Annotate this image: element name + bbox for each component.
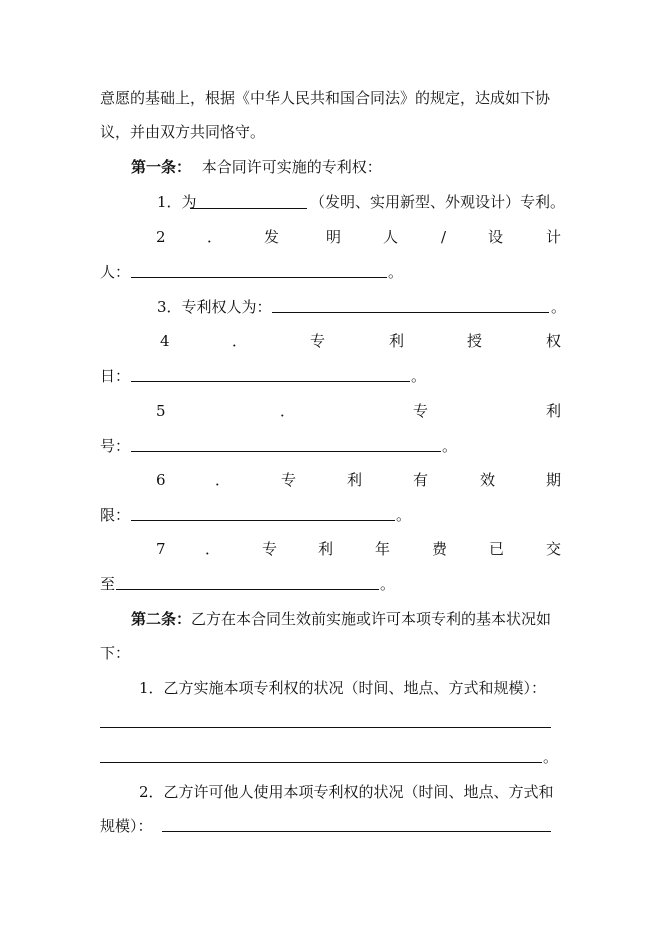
item-5-char: 专 bbox=[413, 402, 429, 420]
item-4-char: ． bbox=[232, 332, 248, 350]
own-use-blank-1[interactable] bbox=[100, 727, 551, 728]
item-6-char: 专 bbox=[281, 471, 297, 489]
item-7-char: 费 bbox=[432, 540, 448, 558]
item-6-char: 效 bbox=[480, 471, 496, 489]
item-7-char: 专 bbox=[262, 540, 278, 558]
item-2-char: 2 bbox=[156, 228, 166, 246]
item-7-end: 。 bbox=[380, 575, 396, 593]
item-6-char: 6 bbox=[156, 471, 166, 489]
item-5-char: ． bbox=[280, 402, 296, 420]
article-2-item-2-line-1: 2．乙方许可他人使用本项专利权的状况（时间、地点、方式和 bbox=[139, 783, 554, 801]
item-7-char: 利 bbox=[318, 540, 334, 558]
article-2-heading: 第二条： bbox=[131, 610, 192, 628]
inventor-blank[interactable] bbox=[131, 277, 387, 278]
item-5-char: 5 bbox=[156, 402, 166, 420]
item-6-wrap: 限： bbox=[100, 506, 131, 524]
article-2-item-1-end: 。 bbox=[543, 748, 559, 766]
article-1-title: 本合同许可实施的专利权： bbox=[201, 158, 382, 176]
item-6-char: 利 bbox=[347, 471, 363, 489]
item-4-char: 权 bbox=[546, 332, 562, 350]
article-1-heading-line bbox=[131, 157, 382, 177]
item-2-wrap: 人： bbox=[100, 263, 131, 281]
item-2-char: / bbox=[441, 228, 447, 246]
item-7-char: ． bbox=[205, 540, 221, 558]
item-4-end: 。 bbox=[411, 367, 427, 385]
item-5-char: 利 bbox=[546, 402, 562, 420]
item-6-char: ． bbox=[215, 471, 231, 489]
item-7-wrap: 至 bbox=[100, 575, 116, 593]
item-2-end: 。 bbox=[388, 263, 404, 281]
item-7-char: 交 bbox=[546, 540, 562, 558]
item-4-char: 专 bbox=[310, 332, 326, 350]
item-3-label: 3．专利权人为： bbox=[157, 298, 272, 316]
item-7-char: 已 bbox=[489, 540, 505, 558]
own-use-blank-2[interactable] bbox=[100, 762, 542, 763]
item-4-char: 利 bbox=[389, 332, 405, 350]
item-2-char: ． bbox=[207, 228, 223, 246]
item-5-wrap: 号： bbox=[100, 437, 131, 455]
article-2-text: 乙方在本合同生效前实施或许可本项专利的基本状况如 bbox=[191, 610, 552, 628]
item-6-end: 。 bbox=[396, 506, 412, 524]
item-7-char: 年 bbox=[375, 540, 391, 558]
grant-date-blank[interactable] bbox=[131, 381, 410, 382]
validity-period-blank[interactable] bbox=[131, 520, 395, 521]
item-2-char: 人 bbox=[383, 228, 399, 246]
item-2-char: 计 bbox=[546, 228, 562, 246]
item-4-char: 授 bbox=[467, 332, 483, 350]
article-1-heading: 第一条： bbox=[131, 158, 192, 176]
item-3-end: 。 bbox=[551, 298, 567, 316]
patent-type-blank[interactable] bbox=[190, 208, 307, 209]
article-2-item-2-line-2: 规模）： bbox=[100, 817, 153, 835]
article-2-line-2: 下： bbox=[100, 644, 131, 662]
patentee-blank[interactable] bbox=[272, 312, 549, 313]
item-7-char: 7 bbox=[156, 540, 166, 558]
patent-number-blank[interactable] bbox=[131, 451, 441, 452]
annual-fee-blank[interactable] bbox=[116, 589, 379, 590]
item-1-number: 1．为 bbox=[157, 193, 197, 211]
article-2-item-1: 1．乙方实施本项专利权的状况（时间、地点、方式和规模）： bbox=[139, 679, 547, 697]
item-4-char: 4 bbox=[160, 332, 170, 350]
item-6-char: 期 bbox=[546, 471, 562, 489]
item-4-wrap: 日： bbox=[100, 367, 131, 385]
item-6-char: 有 bbox=[413, 471, 429, 489]
item-2-char: 明 bbox=[326, 228, 342, 246]
intro-line-2: 议，并由双方共同恪守。 bbox=[100, 123, 266, 141]
item-2-char: 发 bbox=[264, 228, 280, 246]
item-2-char: 设 bbox=[488, 228, 504, 246]
item-1-tail: （发明、实用新型、外观设计）专利。 bbox=[310, 193, 566, 211]
intro-line-1: 意愿的基础上，根据《中华人民共和国合同法》的规定，达成如下协 bbox=[100, 89, 551, 107]
item-5-end: 。 bbox=[442, 437, 458, 455]
licensing-blank[interactable] bbox=[162, 831, 551, 832]
article-2-line-1 bbox=[131, 609, 551, 629]
